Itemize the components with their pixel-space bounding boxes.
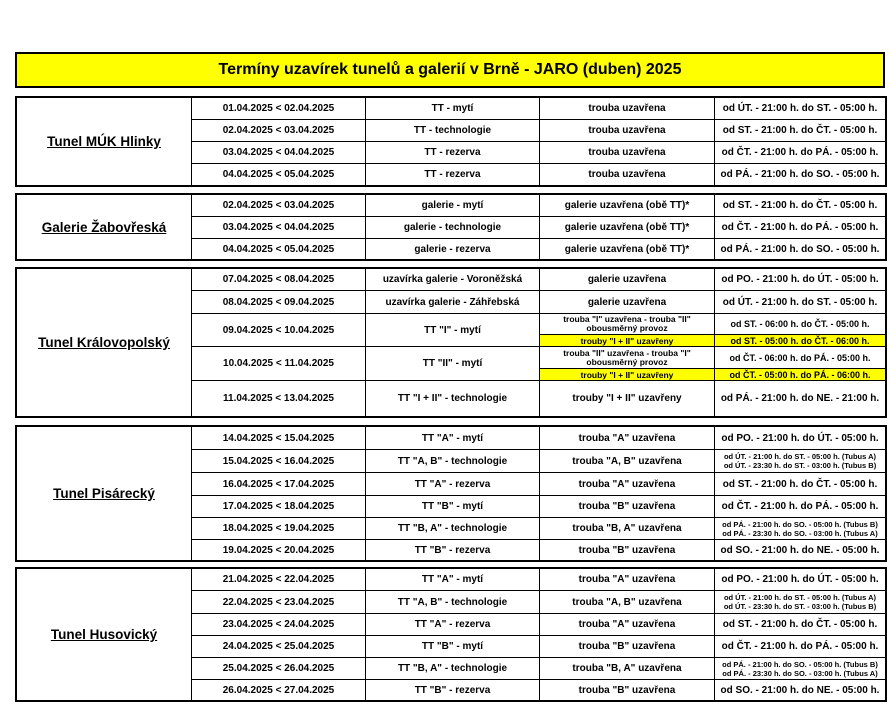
date-cell: 19.04.2025 < 20.04.2025 bbox=[192, 540, 366, 560]
work-cell: galerie - mytí bbox=[366, 195, 540, 216]
work-cell: TT "A" - rezerva bbox=[366, 614, 540, 635]
work-cell: galerie - technologie bbox=[366, 217, 540, 238]
table-row bbox=[192, 164, 885, 185]
time-cell: od PO. - 21:00 h. do ÚT. - 05:00 h. bbox=[721, 274, 879, 285]
section-tunel-pisarecky bbox=[15, 425, 887, 562]
time-cell: od ST. - 21:00 h. do ČT. - 05:00 h. bbox=[722, 125, 878, 136]
time-tubus-a: od ÚT. - 21:00 h. do ST. - 05:00 h. (Tubus A) bbox=[723, 452, 877, 461]
work-cell: uzavírka galerie - Záhřebská bbox=[366, 291, 540, 313]
time-cell: od ÚT. - 21:00 h. do ST. - 05:00 h. bbox=[722, 103, 878, 114]
section-tunel-husovicky bbox=[15, 567, 887, 702]
closure-cell: trouby "I + II" uzavřeny bbox=[540, 381, 715, 416]
closure-secondary: trouby "I + II" uzavřeny bbox=[540, 368, 714, 380]
closure-cell bbox=[540, 314, 715, 346]
closure-cell: trouba "A" uzavřena bbox=[540, 473, 715, 495]
closure-cell: galerie uzavřena (obě TT)* bbox=[540, 217, 715, 238]
closure-cell: galerie uzavřena (obě TT)* bbox=[540, 195, 715, 216]
table-row bbox=[192, 120, 885, 142]
time-cell: od PÁ. - 21:00 h. do SO. - 05:00 h. bbox=[720, 169, 880, 180]
work-cell: galerie - rezerva bbox=[366, 239, 540, 259]
time-tubus-b: od PÁ. - 21:00 h. do SO. - 05:00 h. (Tubus B) bbox=[722, 659, 878, 669]
table-row bbox=[192, 658, 885, 680]
date-cell: 11.04.2025 < 13.04.2025 bbox=[192, 381, 366, 416]
table-row bbox=[192, 142, 885, 164]
date-cell: 09.04.2025 < 10.04.2025 bbox=[192, 314, 366, 346]
table-row bbox=[192, 680, 885, 700]
section-name: Tunel Královopolský bbox=[17, 269, 192, 416]
work-cell: TT "B" - rezerva bbox=[366, 680, 540, 700]
work-cell: TT "B" - mytí bbox=[366, 496, 540, 517]
time-tubus-b: od ÚT. - 23:30 h. do ST. - 03:00 h. (Tubus B) bbox=[723, 461, 877, 470]
time-cell bbox=[715, 591, 885, 613]
time-cell: od SO. - 21:00 h. do NE. - 05:00 h. bbox=[720, 684, 880, 696]
time-tubus-b: od ÚT. - 23:30 h. do ST. - 03:00 h. (Tubus B) bbox=[723, 602, 877, 611]
table-row bbox=[192, 427, 885, 450]
work-cell: TT "A, B" - technologie bbox=[366, 450, 540, 472]
table-row bbox=[192, 591, 885, 614]
table-row bbox=[192, 569, 885, 591]
date-cell: 26.04.2025 < 27.04.2025 bbox=[192, 680, 366, 700]
work-cell: TT - technologie bbox=[366, 120, 540, 141]
closure-cell: trouba "A, B" uzavřena bbox=[540, 450, 715, 472]
closure-cell: trouba "B" uzavřena bbox=[540, 496, 715, 517]
closure-cell: galerie uzavřena bbox=[540, 291, 715, 313]
closure-secondary: trouby "I + II" uzavřeny bbox=[540, 334, 714, 346]
time-cell: od SO. - 21:00 h. do NE. - 05:00 h. bbox=[720, 544, 880, 556]
work-cell: TT "A, B" - technologie bbox=[366, 591, 540, 613]
closure-cell: trouba "B, A" uzavřena bbox=[540, 658, 715, 679]
work-cell: TT "B, A" - technologie bbox=[366, 658, 540, 679]
date-cell: 17.04.2025 < 18.04.2025 bbox=[192, 496, 366, 517]
closure-cell: trouba uzavřena bbox=[540, 164, 715, 185]
table-row bbox=[192, 269, 885, 291]
section-name: Tunel Husovický bbox=[17, 569, 192, 700]
closure-cell: galerie uzavřena (obě TT)* bbox=[540, 239, 715, 259]
time-tubus-b: od PÁ. - 21:00 h. do SO. - 05:00 h. (Tubus B) bbox=[722, 519, 878, 529]
table-row bbox=[192, 291, 885, 314]
time-cell bbox=[715, 347, 885, 380]
time-cell: od ST. - 21:00 h. do ČT. - 05:00 h. bbox=[722, 478, 878, 490]
time-tubus-a: od ÚT. - 21:00 h. do ST. - 05:00 h. (Tubus A) bbox=[723, 593, 877, 602]
table-row bbox=[192, 450, 885, 473]
time-primary: od ST. - 06:00 h. do ČT. - 05:00 h. bbox=[730, 319, 870, 329]
time-primary: od ČT. - 06:00 h. do PÁ. - 05:00 h. bbox=[729, 352, 871, 363]
work-cell: TT "II" - mytí bbox=[366, 347, 540, 380]
date-cell: 21.04.2025 < 22.04.2025 bbox=[192, 569, 366, 590]
date-cell: 02.04.2025 < 03.04.2025 bbox=[192, 120, 366, 141]
section-name: Tunel MÚK Hlinky bbox=[17, 98, 192, 185]
work-cell: TT "B" - rezerva bbox=[366, 540, 540, 560]
time-cell bbox=[715, 314, 885, 346]
table-row bbox=[192, 614, 885, 636]
work-cell: TT - mytí bbox=[366, 98, 540, 119]
closure-primary: trouba "I" uzavřena - trouba "II" obousměrný provoz bbox=[563, 314, 691, 333]
closure-cell: trouba uzavřena bbox=[540, 142, 715, 163]
table-row bbox=[192, 636, 885, 658]
date-cell: 02.04.2025 < 03.04.2025 bbox=[192, 195, 366, 216]
closure-cell: trouba "B" uzavřena bbox=[540, 680, 715, 700]
time-cell bbox=[715, 658, 885, 679]
work-cell: TT "A" - rezerva bbox=[366, 473, 540, 495]
date-cell: 03.04.2025 < 04.04.2025 bbox=[192, 142, 366, 163]
work-cell: TT "A" - mytí bbox=[366, 427, 540, 449]
page-title: Termíny uzavírek tunelů a galerií v Brně - JARO (duben) 2025 bbox=[15, 52, 885, 88]
closure-primary: trouba "II" uzavřena - trouba "I" obousměrný provoz bbox=[563, 347, 691, 367]
closure-cell: trouba "A" uzavřena bbox=[540, 569, 715, 590]
table-row bbox=[192, 518, 885, 540]
table-row bbox=[192, 217, 885, 239]
table-row bbox=[192, 314, 885, 347]
table-row bbox=[192, 98, 885, 120]
table-row bbox=[192, 195, 885, 217]
time-cell: od ČT. - 21:00 h. do PÁ. - 05:00 h. bbox=[721, 222, 879, 233]
date-cell: 14.04.2025 < 15.04.2025 bbox=[192, 427, 366, 449]
time-cell: od ÚT. - 21:00 h. do ST. - 05:00 h. bbox=[722, 296, 878, 308]
closure-cell: trouba "A, B" uzavřena bbox=[540, 591, 715, 613]
closure-cell: trouba "B, A" uzavřena bbox=[540, 518, 715, 539]
section-name: Galerie Žabovřeská bbox=[17, 195, 192, 259]
work-cell: TT "A" - mytí bbox=[366, 569, 540, 590]
time-cell: od PÁ. - 21:00 h. do SO. - 05:00 h. bbox=[720, 243, 880, 255]
closure-cell: galerie uzavřena bbox=[540, 269, 715, 290]
work-cell: TT - rezerva bbox=[366, 164, 540, 185]
closure-cell: trouba "B" uzavřena bbox=[540, 540, 715, 560]
work-cell: TT - rezerva bbox=[366, 142, 540, 163]
time-tubus-a: od PÁ. - 23:30 h. do SO. - 03:00 h. (Tubus A) bbox=[722, 528, 878, 538]
work-cell: TT "I" - mytí bbox=[366, 314, 540, 346]
date-cell: 01.04.2025 < 02.04.2025 bbox=[192, 98, 366, 119]
date-cell: 25.04.2025 < 26.04.2025 bbox=[192, 658, 366, 679]
closure-cell: trouba "A" uzavřena bbox=[540, 427, 715, 449]
closure-cell bbox=[540, 347, 715, 380]
section-tunel-muk-hlinky bbox=[15, 96, 887, 187]
work-cell: TT "B, A" - technologie bbox=[366, 518, 540, 539]
time-cell: od PO. - 21:00 h. do ÚT. - 05:00 h. bbox=[721, 432, 879, 444]
date-cell: 03.04.2025 < 04.04.2025 bbox=[192, 217, 366, 238]
table-row bbox=[192, 239, 885, 259]
date-cell: 04.04.2025 < 05.04.2025 bbox=[192, 164, 366, 185]
table-row bbox=[192, 496, 885, 518]
date-cell: 08.04.2025 < 09.04.2025 bbox=[192, 291, 366, 313]
section-tunel-kralovopolsky bbox=[15, 267, 887, 418]
work-cell: uzavírka galerie - Voroněžská bbox=[366, 269, 540, 290]
closure-cell: trouba "A" uzavřena bbox=[540, 614, 715, 635]
time-cell: od ST. - 21:00 h. do ČT. - 05:00 h. bbox=[722, 200, 878, 211]
date-cell: 16.04.2025 < 17.04.2025 bbox=[192, 473, 366, 495]
time-secondary: od ST. - 05:00 h. do ČT. - 06:00 h. bbox=[715, 334, 885, 346]
date-cell: 18.04.2025 < 19.04.2025 bbox=[192, 518, 366, 539]
closure-cell: trouba "B" uzavřena bbox=[540, 636, 715, 657]
time-cell bbox=[715, 450, 885, 472]
time-cell: od ČT. - 21:00 h. do PÁ. - 05:00 h. bbox=[721, 147, 879, 158]
date-cell: 15.04.2025 < 16.04.2025 bbox=[192, 450, 366, 472]
date-cell: 04.04.2025 < 05.04.2025 bbox=[192, 239, 366, 259]
closure-cell: trouba uzavřena bbox=[540, 98, 715, 119]
time-cell: od ČT. - 21:00 h. do PÁ. - 05:00 h. bbox=[721, 641, 879, 652]
time-tubus-a: od PÁ. - 23:30 h. do SO. - 03:00 h. (Tubus A) bbox=[722, 668, 878, 678]
work-cell: TT "I + II" - technologie bbox=[366, 381, 540, 416]
table-row bbox=[192, 473, 885, 496]
time-cell: od PO. - 21:00 h. do ÚT. - 05:00 h. bbox=[721, 574, 879, 585]
time-secondary: od ČT. - 05:00 h. do PÁ. - 06:00 h. bbox=[715, 368, 885, 380]
date-cell: 24.04.2025 < 25.04.2025 bbox=[192, 636, 366, 657]
work-cell: TT "B" - mytí bbox=[366, 636, 540, 657]
section-galerie-zabovreska bbox=[15, 193, 887, 261]
date-cell: 10.04.2025 < 11.04.2025 bbox=[192, 347, 366, 380]
time-cell bbox=[715, 518, 885, 539]
date-cell: 22.04.2025 < 23.04.2025 bbox=[192, 591, 366, 613]
time-cell: od ST. - 21:00 h. do ČT. - 05:00 h. bbox=[722, 619, 878, 630]
date-cell: 07.04.2025 < 08.04.2025 bbox=[192, 269, 366, 290]
table-row bbox=[192, 381, 885, 416]
closure-cell: trouba uzavřena bbox=[540, 120, 715, 141]
date-cell: 23.04.2025 < 24.04.2025 bbox=[192, 614, 366, 635]
time-cell: od PÁ. - 21:00 h. do NE. - 21:00 h. bbox=[720, 393, 880, 404]
table-row bbox=[192, 347, 885, 381]
section-name: Tunel Pisárecký bbox=[17, 427, 192, 560]
time-cell: od ČT. - 21:00 h. do PÁ. - 05:00 h. bbox=[721, 501, 879, 512]
table-row bbox=[192, 540, 885, 560]
